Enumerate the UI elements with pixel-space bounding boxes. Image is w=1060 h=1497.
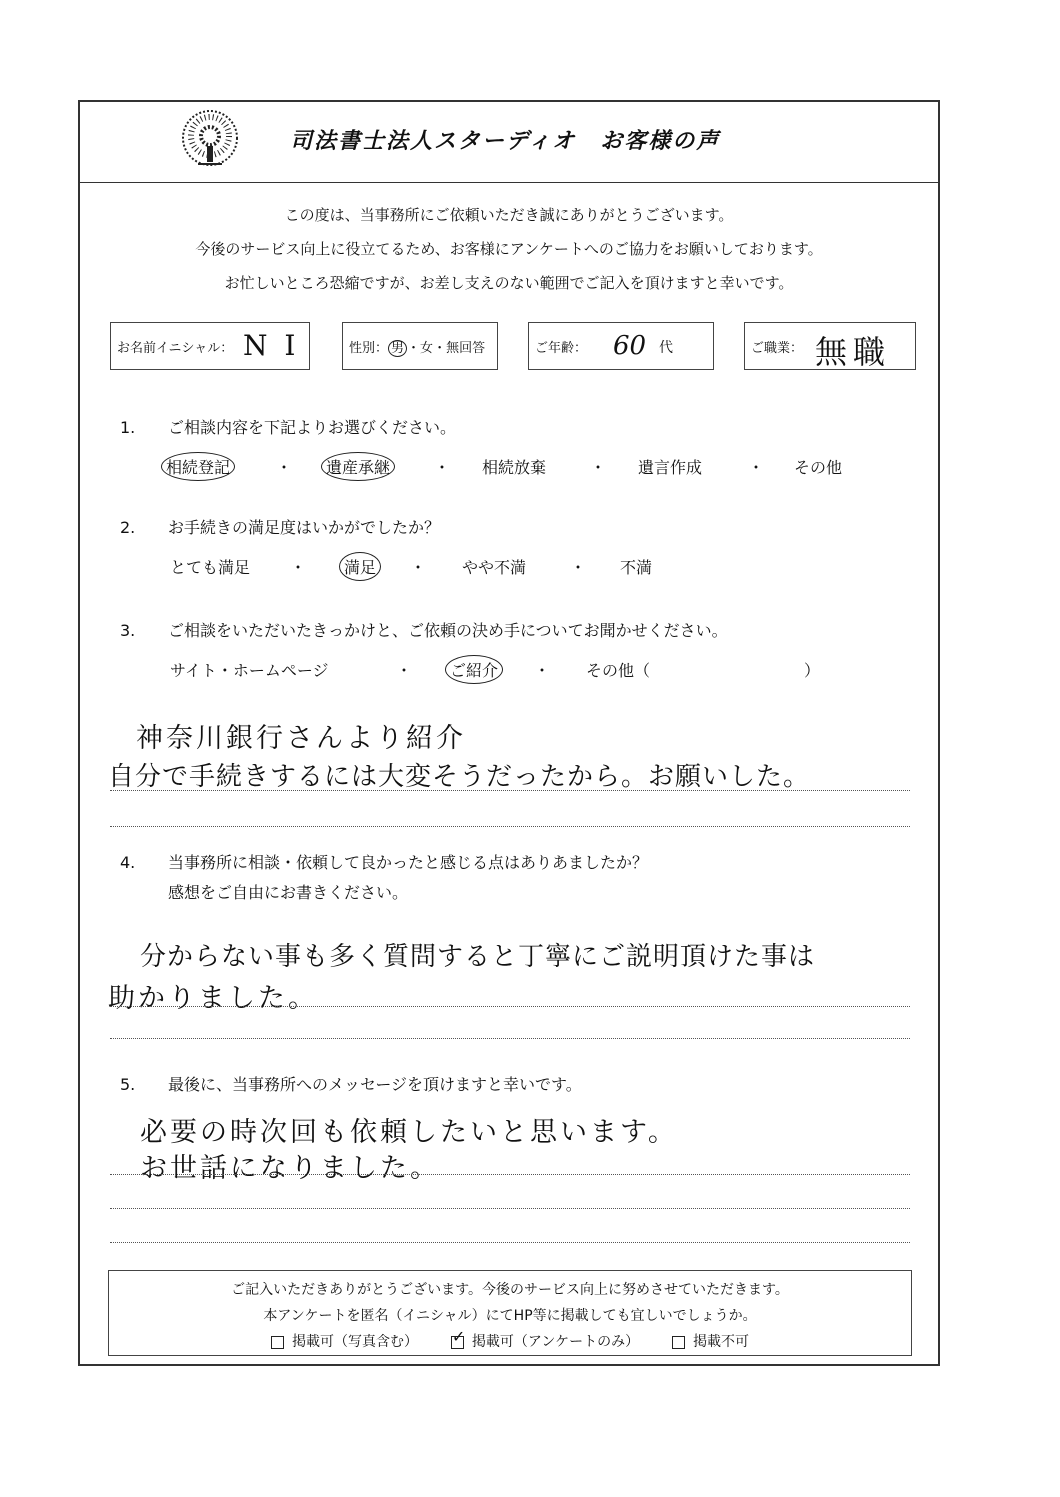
intro-line: この度は、当事務所にご依頼いただき誠にありがとうございます。	[284, 206, 734, 224]
q1-option-other[interactable]: その他	[794, 458, 843, 477]
question-4	[120, 850, 648, 873]
q4-answer-line: 助かりました。	[108, 983, 318, 1014]
occupation-value: 無職	[815, 333, 892, 371]
question-5	[120, 1072, 582, 1095]
question-number: 5.	[120, 1075, 136, 1094]
q3-option-referral[interactable]: ご紹介	[445, 655, 503, 684]
age-label: ご年齢：	[535, 341, 588, 356]
gender-option-none[interactable]: 無回答	[446, 341, 486, 356]
q2-option-very-satisfied[interactable]: とても満足	[170, 558, 251, 577]
initial-label: お名前イニシャル：	[117, 341, 234, 356]
question-text: 当事務所に相談・依頼して良かったと感じる点はありあましたか？	[168, 853, 649, 872]
age-value: 60	[613, 331, 647, 361]
consent-box	[108, 1270, 912, 1356]
checkbox-icon[interactable]	[672, 1336, 685, 1349]
answer-rule	[110, 826, 910, 827]
answer-rule	[110, 1242, 910, 1243]
question-2	[120, 515, 440, 538]
question-text: ご相談内容を下記よりお選びください。	[168, 418, 457, 437]
q2-option-dissatisfied[interactable]: 不満	[620, 558, 653, 577]
question-number: 1.	[120, 418, 136, 437]
q1-option-will[interactable]: 遺言作成	[638, 458, 703, 477]
q2-option-somewhat-dissatisfied[interactable]: やや不満	[462, 558, 527, 577]
footer-thanks: ご記入いただきありがとうございます。今後のサービス向上に努めさせていただきます。	[231, 1282, 789, 1298]
age-unit: 代	[659, 340, 673, 356]
answer-rule	[110, 1038, 910, 1039]
question-text: 最後に、当事務所へのメッセージを頂けますと幸いです。	[168, 1075, 582, 1094]
checkbox-checked-icon[interactable]	[451, 1336, 464, 1349]
question-number: 2.	[120, 518, 136, 537]
gender-field[interactable]: 性別： 男 ・女・無回答	[342, 322, 498, 370]
question-number: 4.	[120, 853, 136, 872]
intro-line: お忙しいところ恐縮ですが、お差し支えのない範囲でご記入を頂けますと幸いです。	[224, 274, 794, 292]
q1-option-renunciation[interactable]: 相続放棄	[482, 458, 547, 477]
question-text: お手続きの満足度はいかがでしたか？	[168, 518, 441, 537]
gender-option-female[interactable]: 女	[420, 341, 434, 356]
occupation-label: ご職業：	[751, 341, 804, 356]
consent-option-with-photo[interactable]: 掲載可（写真含む）	[271, 1334, 418, 1350]
consent-option-survey-only[interactable]: ✓ 掲載可（アンケートのみ）	[451, 1334, 639, 1350]
q1-option-estate-succession[interactable]: 遺産承継	[321, 452, 395, 481]
q4-answer-line: 分からない事も多く質問すると丁寧にご説明頂けた事は	[140, 942, 816, 972]
intro-line: 今後のサービス向上に役立てるため、お客様にアンケートへのご協力をお願いしております。	[195, 240, 823, 258]
q5-answer-line: お世話になりました。	[140, 1153, 440, 1184]
q5-answer-line: 必要の時次回も依頼したいと思います。	[140, 1117, 678, 1148]
q3-option-other[interactable]: その他（	[586, 661, 651, 680]
answer-rule	[110, 790, 910, 791]
consent-option-no-publish[interactable]: 掲載不可	[672, 1334, 749, 1350]
q3-answer-line: 自分で手続きするには大変そうだったから。お願いした。	[108, 762, 811, 792]
gender-label: 性別：	[349, 341, 389, 356]
q1-option-inheritance-registration[interactable]: 相続登記	[161, 452, 235, 481]
checkbox-icon[interactable]	[271, 1336, 284, 1349]
q3-option-website[interactable]: サイト・ホームページ	[170, 661, 329, 680]
survey-sheet: 司法書士法人スターディオ お客様の声 この度は、当事務所にご依頼いただき誠にありがとうございます。 今後のサービス向上に役立てるため、お客様にアンケートへのご協力をお願いしております。 お忙しいところ恐縮ですが、お差し支えのない範囲でご記入を頂けますと幸いです。 お名前イニシャル： N I 性別： 男 ・女・無回答 ご年齢： 60 代 ご職業： 無職 1. ご相談内容を下記よりお選びください。 相続登記 ・ 遺産承継 ・ 相続放棄 ・ 遺言作成 ・ その他 2. お手続きの満足度はいかがでしたか？ とても満足 ・ 満足 ・ やや不満 ・ 不満 3. ご相談をいただいたきっかけと、ご依頼の決め手についてお聞かせください。 サイト・ホームページ ・ ご紹介 ・ その他（ ） 神奈川銀行さんより紹介 自分で手続きするには大変そうだったから。お願いした。 4. 当事務所に相談・依頼して良かったと感じる点はありあましたか？ 感想をご自由にお書きください。 分からない事も多く質問すると丁寧にご説明頂けた事は 助かりました。 5. 最後に、当事務所へのメッセージを頂けますと幸いです。 必要の時次回も依頼したいと思います。 お世話になりました。 ご記入いただきありがとうございます。今後のサービス向上に努めさせていただきます。 本アンケートを匿名（イニシャル）にてHP等に掲載しても宜しいでしょうか。 掲載可（写真含む） ✓ 掲載可（アンケートのみ） 掲載不可	[78, 100, 940, 1366]
answer-rule	[110, 1174, 910, 1175]
question-1	[120, 415, 456, 438]
initial-value: N I	[243, 329, 300, 362]
q3-answer-line: 神奈川銀行さんより紹介	[136, 723, 466, 754]
answer-rule	[110, 1006, 910, 1007]
answer-rule	[110, 1208, 910, 1209]
question-number: 3.	[120, 621, 136, 640]
question-4-subtext: 感想をご自由にお書きください。	[168, 883, 409, 902]
gender-option-male[interactable]: 男	[388, 340, 407, 357]
q2-option-satisfied[interactable]: 満足	[339, 552, 381, 581]
initial-field[interactable]	[110, 322, 310, 370]
page-title: 司法書士法人スターディオ お客様の声	[290, 129, 721, 154]
question-text: ご相談をいただいたきっかけと、ご依頼の決め手についてお聞かせください。	[168, 621, 728, 640]
question-3	[120, 618, 728, 641]
occupation-field[interactable]	[744, 322, 916, 370]
footer-question: 本アンケートを匿名（イニシャル）にてHP等に掲載しても宜しいでしょうか。	[263, 1308, 757, 1324]
tree-logo-icon	[178, 108, 242, 172]
header	[80, 102, 938, 183]
q3-option-other-close: ）	[804, 661, 821, 680]
age-field[interactable]	[528, 322, 714, 370]
